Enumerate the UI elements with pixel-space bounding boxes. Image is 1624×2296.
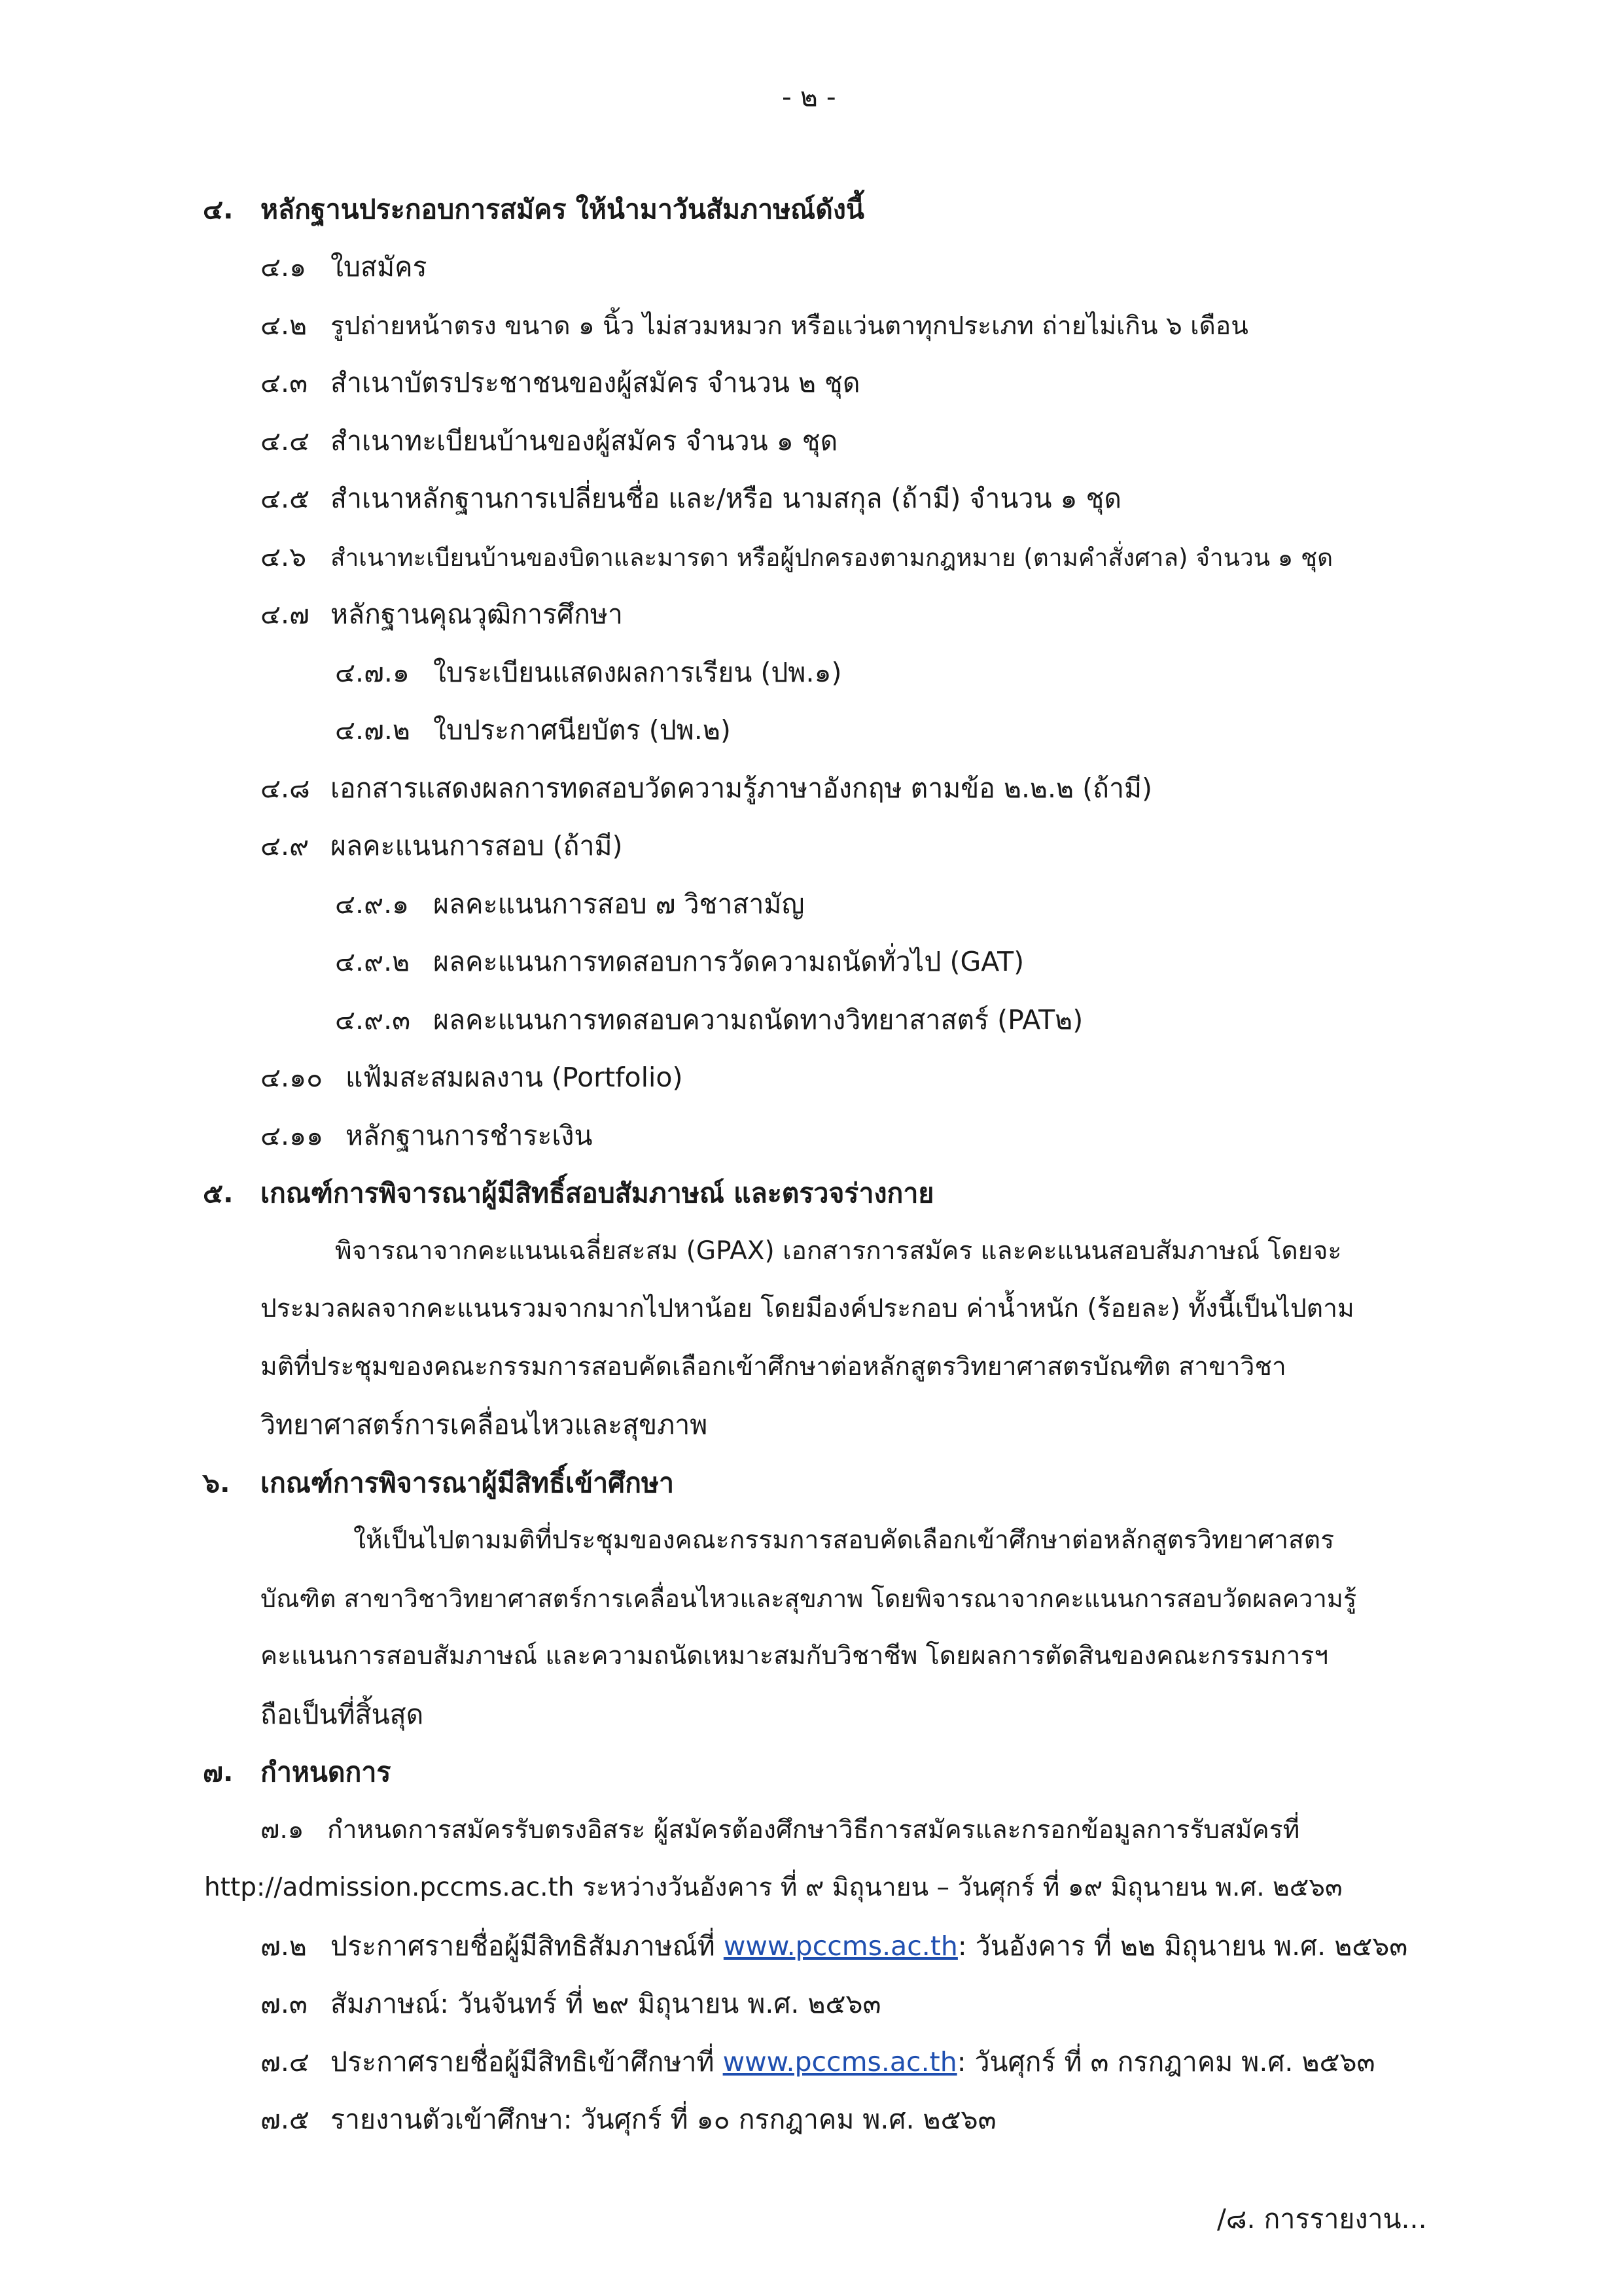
item-number: ๔.๗.๑	[335, 657, 410, 688]
section-4-title: หลักฐานประกอบการสมัคร ให้นำมาวันสัมภาษณ์ดังนี้	[260, 194, 864, 225]
item-4-3	[260, 363, 860, 402]
item-text: ใบระเบียนแสดงผลการเรียน (ปพ.๑)	[433, 657, 842, 688]
item-text: แฟ้มสะสมผลงาน (Portfolio)	[345, 1062, 683, 1093]
item-7-4	[260, 2042, 1375, 2081]
section-5-title: เกณฑ์การพิจารณาผู้มีสิทธิ์สอบสัมภาษณ์ และตรวจร่างกาย	[260, 1177, 934, 1209]
item-text-suffix: : วันอังคาร ที่ ๒๒ มิถุนายน พ.ศ. ๒๕๖๓	[957, 1930, 1408, 1962]
item-4-5	[260, 479, 1121, 518]
item-text: สำเนาหลักฐานการเปลี่ยนชื่อ และ/หรือ นามสกุล (ถ้ามี) จำนวน ๑ ชุด	[330, 483, 1122, 514]
item-4-11	[260, 1116, 592, 1155]
item-4-7-1	[335, 653, 842, 692]
section-5-paragraph-line-4: วิทยาศาสตร์การเคลื่อนไหวและสุขภาพ	[260, 1409, 708, 1440]
item-text: รายงานตัวเข้าศึกษา: วันศุกร์ ที่ ๑๐ กรกฎาคม พ.ศ. ๒๕๖๓	[330, 2104, 997, 2135]
item-number: ๔.๖	[260, 541, 307, 572]
next-page-continuation: /๘. การรายงาน...	[1217, 2203, 1427, 2235]
section-6-number: ๖.	[203, 1467, 230, 1499]
section-7-title: กำหนดการ	[260, 1756, 391, 1788]
item-text: กำหนดการสมัครรับตรงอิสระ ผู้สมัครต้องศึกษาวิธีการสมัครและกรอกข้อมูลการรับสมัครที่	[327, 1815, 1300, 1845]
section-5-paragraph-line-1: พิจารณาจากคะแนนเฉลี่ยสะสม (GPAX) เอกสารการสมัคร และคะแนนสอบสัมภาษณ์ โดยจะ	[335, 1236, 1342, 1266]
item-4-1	[260, 247, 427, 287]
item-text-prefix: ประกาศรายชื่อผู้มีสิทธิเข้าศึกษาที่	[330, 2046, 723, 2078]
item-text: หลักฐานคุณวุฒิการศึกษา	[330, 599, 623, 630]
item-number: ๔.๙.๒	[335, 946, 410, 977]
item-text: ใบประกาศนียบัตร (ปพ.๒)	[433, 714, 731, 746]
item-4-8	[260, 769, 1152, 808]
item-number: ๔.๕	[260, 483, 310, 514]
item-4-9	[260, 826, 623, 865]
item-number: ๗.๓	[260, 1988, 308, 2019]
item-number: ๔.๗.๒	[335, 714, 410, 746]
item-number: ๗.๕	[260, 2104, 309, 2135]
item-7-1-continuation: http://admission.pccms.ac.th ระหว่างวันอังคาร ที่ ๙ มิถุนายน – วันศุกร์ ที่ ๑๙ มิถุนายน พ.ศ. ๒๕๖๓	[204, 1873, 1343, 1902]
pccms-website-link[interactable]: www.pccms.ac.th	[722, 2046, 957, 2078]
item-number: ๗.๑	[260, 1815, 304, 1845]
item-number: ๔.๓	[260, 367, 308, 398]
item-number: ๔.๙.๑	[335, 888, 410, 920]
item-number: ๔.๙.๓	[335, 1004, 411, 1035]
item-text: รูปถ่ายหน้าตรง ขนาด ๑ นิ้ว ไม่สวมหมวก หรือแว่นตาทุกประเภท ถ่ายไม่เกิน ๖ เดือน	[330, 311, 1248, 341]
item-number: ๔.๗	[260, 599, 309, 630]
item-4-9-1	[335, 884, 804, 924]
item-text: ผลคะแนนการทดสอบการวัดความถนัดทั่วไป (GAT)	[433, 946, 1025, 977]
section-6-paragraph-line-2: บัณฑิต สาขาวิชาวิทยาศาสตร์การเคลื่อนไหวและสุขภาพ โดยพิจารณาจากคะแนนการสอบวัดผลความรู้	[260, 1584, 1357, 1613]
item-7-3	[260, 1984, 881, 2023]
item-number: ๔.๘	[260, 773, 310, 804]
item-7-1	[260, 1811, 1299, 1850]
item-text: เอกสารแสดงผลการทดสอบวัดความรู้ภาษาอังกฤษ ตามข้อ ๒.๒.๒ (ถ้ามี)	[330, 773, 1152, 804]
item-text: สำเนาบัตรประชาชนของผู้สมัคร จำนวน ๒ ชุด	[330, 367, 860, 398]
item-4-9-2	[335, 942, 1024, 981]
item-text-prefix: ประกาศรายชื่อผู้มีสิทธิสัมภาษณ์ที่	[330, 1930, 724, 1962]
item-4-4	[260, 421, 838, 461]
section-4-number: ๔.	[203, 194, 234, 225]
item-number: ๔.๑	[260, 251, 307, 283]
page-number: - ๒ -	[782, 81, 836, 113]
item-text: หลักฐานการชำระเงิน	[345, 1120, 593, 1151]
item-4-2	[260, 305, 1248, 346]
pccms-website-link[interactable]: www.pccms.ac.th	[723, 1930, 958, 1962]
item-number: ๔.๔	[260, 425, 310, 457]
item-7-2	[260, 1926, 1407, 1966]
item-4-9-3	[335, 1000, 1083, 1039]
item-4-7-2	[335, 710, 731, 750]
item-number: ๔.๒	[260, 309, 308, 341]
section-6-paragraph-line-4: ถือเป็นที่สิ้นสุด	[260, 1699, 424, 1730]
item-text: ผลคะแนนการสอบ ๗ วิชาสามัญ	[433, 888, 805, 920]
item-text: ใบสมัคร	[330, 251, 427, 283]
section-7-number: ๗.	[203, 1756, 234, 1788]
section-5-number: ๕.	[203, 1177, 234, 1209]
item-text-suffix: : วันศุกร์ ที่ ๓ กรกฎาคม พ.ศ. ๒๕๖๓	[957, 2046, 1375, 2078]
item-7-5	[260, 2100, 997, 2139]
item-number: ๔.๙	[260, 830, 309, 861]
item-text: ผลคะแนนการสอบ (ถ้ามี)	[330, 830, 623, 861]
item-text: สำเนาทะเบียนบ้านของบิดาและมารดา หรือผู้ปกครองตามกฎหมาย (ตามคำสั่งศาล) จำนวน ๑ ชุด	[330, 544, 1333, 572]
section-6-paragraph-line-1: ให้เป็นไปตามมติที่ประชุมของคณะกรรมการสอบคัดเลือกเข้าศึกษาต่อหลักสูตรวิทยาศาสตร	[353, 1525, 1335, 1555]
section-5-paragraph-line-3: มติที่ประชุมของคณะกรรมการสอบคัดเลือกเข้าศึกษาต่อหลักสูตรวิทยาศาสตรบัณฑิต สาขาวิชา	[260, 1352, 1286, 1382]
item-number: ๔.๑๑	[260, 1120, 324, 1151]
item-number: ๔.๑๐	[260, 1062, 323, 1093]
item-4-10	[260, 1058, 682, 1097]
item-text: ผลคะแนนการทดสอบความถนัดทางวิทยาสาสตร์ (PAT๒)	[433, 1004, 1084, 1035]
section-5-paragraph-line-2: ประมวลผลจากคะแนนรวมจากมากไปหาน้อย โดยมีองค์ประกอบ ค่าน้ำหนัก (ร้อยละ) ทั้งนี้เป็นไปตาม	[260, 1294, 1354, 1323]
item-text: สัมภาษณ์: วันจันทร์ ที่ ๒๙ มิถุนายน พ.ศ. ๒๕๖๓	[330, 1988, 881, 2019]
item-number: ๗.๔	[260, 2046, 309, 2078]
section-6-paragraph-line-3: คะแนนการสอบสัมภาษณ์ และความถนัดเหมาะสมกับวิชาชีพ โดยผลการตัดสินของคณะกรรมการฯ	[260, 1641, 1329, 1671]
section-6-title: เกณฑ์การพิจารณาผู้มีสิทธิ์เข้าศึกษา	[260, 1467, 675, 1499]
item-4-7	[260, 595, 623, 634]
item-number: ๗.๒	[260, 1930, 307, 1962]
item-text: สำเนาทะเบียนบ้านของผู้สมัคร จำนวน ๑ ชุด	[330, 425, 838, 457]
item-4-6	[260, 537, 1333, 578]
